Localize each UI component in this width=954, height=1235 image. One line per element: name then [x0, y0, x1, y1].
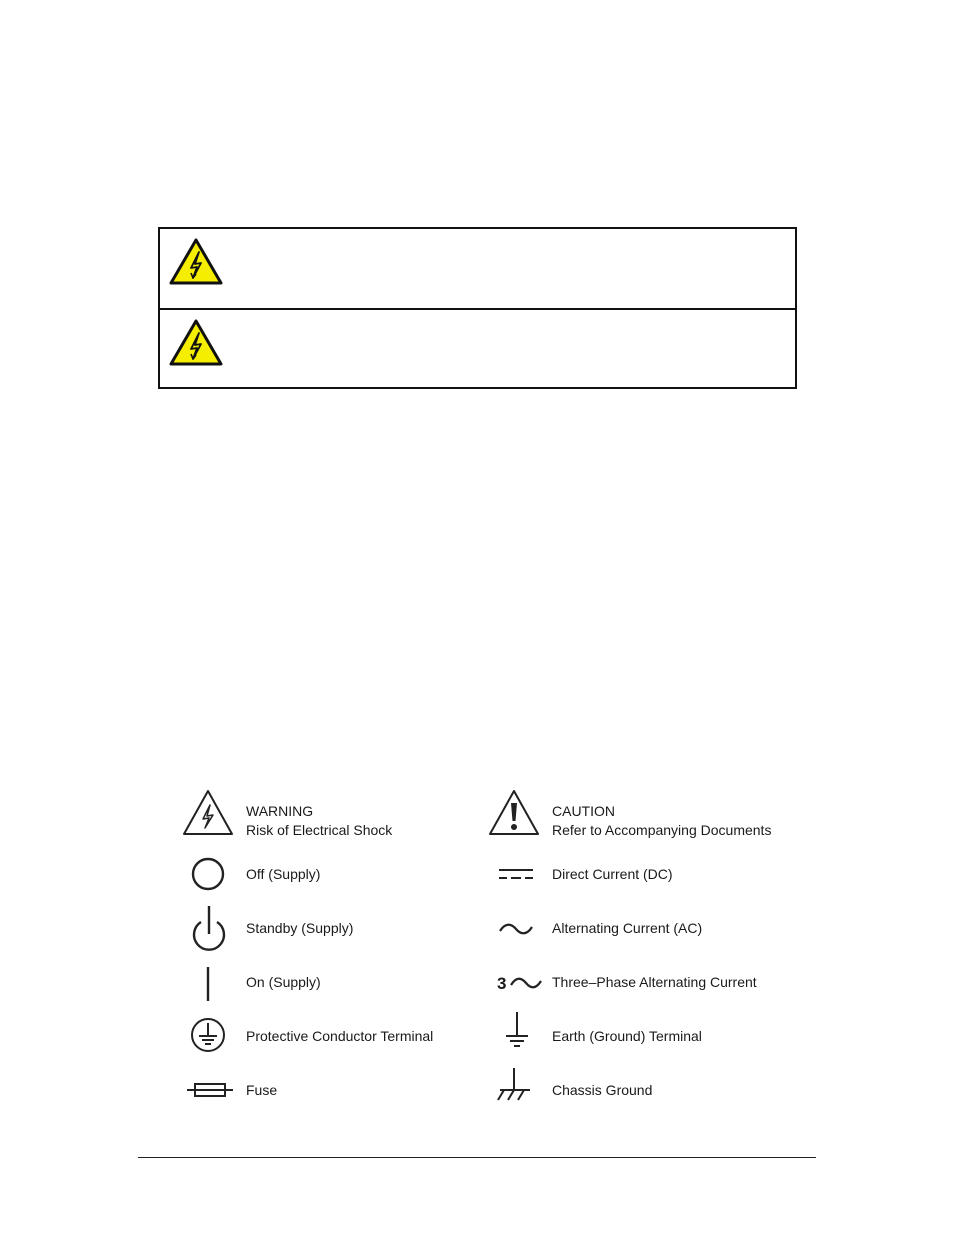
symbol-title: Earth (Ground) Terminal [552, 1028, 702, 1044]
symbol-title: Protective Conductor Terminal [246, 1028, 434, 1044]
symbol-title: On (Supply) [246, 974, 321, 990]
warning-row-2 [160, 310, 795, 387]
symbol-title: Alternating Current (AC) [552, 920, 703, 936]
standby-supply-icon [190, 902, 228, 956]
warning-row-1 [160, 229, 795, 310]
warning-box [158, 227, 797, 389]
three-phase-ac-icon [508, 974, 544, 992]
symbol-title: Three–Phase Alternating Current [552, 974, 757, 990]
symbol-title: CAUTION [552, 803, 615, 819]
symbol-title: WARNING [246, 803, 314, 819]
high-voltage-warning-icon [168, 237, 224, 287]
symbol-description: Risk of Electrical Shock [246, 822, 393, 838]
symbol-title: Off (Supply) [246, 866, 321, 882]
earth-ground-icon [502, 1010, 532, 1052]
symbol-title: Standby (Supply) [246, 920, 354, 936]
on-supply-icon [200, 964, 216, 1004]
caution-exclamation-icon [487, 788, 541, 838]
symbol-title: Fuse [246, 1082, 278, 1098]
off-supply-icon [190, 856, 226, 892]
chassis-ground-icon [494, 1066, 534, 1104]
symbol-title: Chassis Ground [552, 1082, 653, 1098]
protective-conductor-icon [189, 1016, 227, 1054]
electrical-shock-warning-icon [181, 788, 235, 838]
symbol-description: Refer to Accompanying Documents [552, 822, 772, 838]
high-voltage-warning-icon [168, 318, 224, 368]
footer-divider [138, 1157, 816, 1158]
three-phase-number: 3 [497, 974, 507, 993]
direct-current-icon [497, 866, 535, 882]
alternating-current-icon [497, 920, 535, 938]
symbol-title: Direct Current (DC) [552, 866, 673, 882]
fuse-icon [186, 1080, 234, 1100]
